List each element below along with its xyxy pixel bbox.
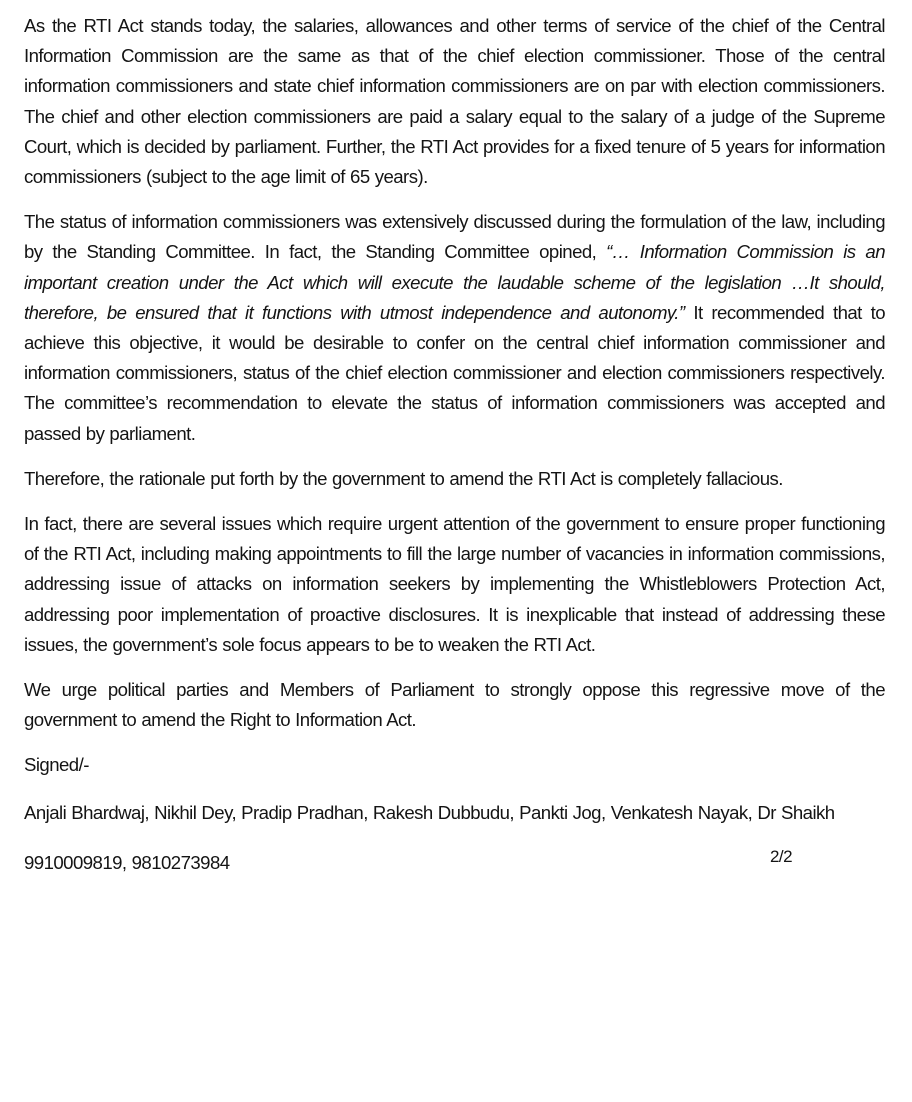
- signed-label: Signed/-: [24, 754, 89, 776]
- paragraph-rti-salaries: As the RTI Act stands today, the salaries, allowances and other terms of service of the chief of the Central Information Commission are the same as that of the chief election commissioner. Those of the central information commissioners and state chief information commissioners are on par with election commissioners. The chief and other election commissioners are paid a salary equal to the salary of a judge of the Supreme Court, which is decided by parliament. Further, the RTI Act provides for a fixed tenure of 5 years for information commissioners (subject to the age limit of 65 years).: [24, 15, 885, 188]
- contact-numbers: 9910009819, 9810273984: [24, 851, 230, 873]
- paragraph-urge-parliament: We urge political parties and Members of Parliament to strongly oppose this regressive move of the government to amend the Right to Information Act.: [24, 679, 885, 731]
- footer-row: [24, 848, 885, 878]
- paragraph-rationale: Therefore, the rationale put forth by the government to amend the RTI Act is completely fallacious.: [24, 467, 783, 489]
- paragraph-text: The status of information commissioners was extensively discussed during the formulation of the law, including by the Standing Committee. In fact, the Standing Committee opined,: [24, 211, 885, 263]
- paragraph-text: It recommended that to achieve this objective, it would be desirable to confer on the central chief information commissioner and information commissioners, status of the chief election commissioner and election commissioners respectively. The committee’s recommendation to elevate the status of information commissioners was accepted and passed by parliament.: [24, 301, 885, 444]
- signatories-list: Anjali Bhardwaj, Nikhil Dey, Pradip Pradhan, Rakesh Dubbudu, Pankti Jog, Venkatesh Nayak, Dr Shaikh: [24, 801, 835, 823]
- document-page: [24, 11, 885, 878]
- paragraph-urgent-issues: In fact, there are several issues which require urgent attention of the government to ensure proper functioning of the RTI Act, including making appointments to fill the large number of vacancies in information commissions, addressing issue of attacks on information seekers by implementing the Whistleblowers Protection Act, addressing poor implementation of proactive disclosures. It is inexplicable that instead of addressing these issues, the government’s sole focus appears to be to weaken the RTI Act.: [24, 513, 885, 655]
- paragraph-standing-committee: [24, 207, 885, 449]
- committee-quote: “… Information Commission is an important creation under the Act which will execute the laudable scheme of the legislation …It should, therefore, be ensured that it functions with utmost independence and autonomy.”: [24, 241, 886, 323]
- page-number: 2/2: [770, 846, 792, 866]
